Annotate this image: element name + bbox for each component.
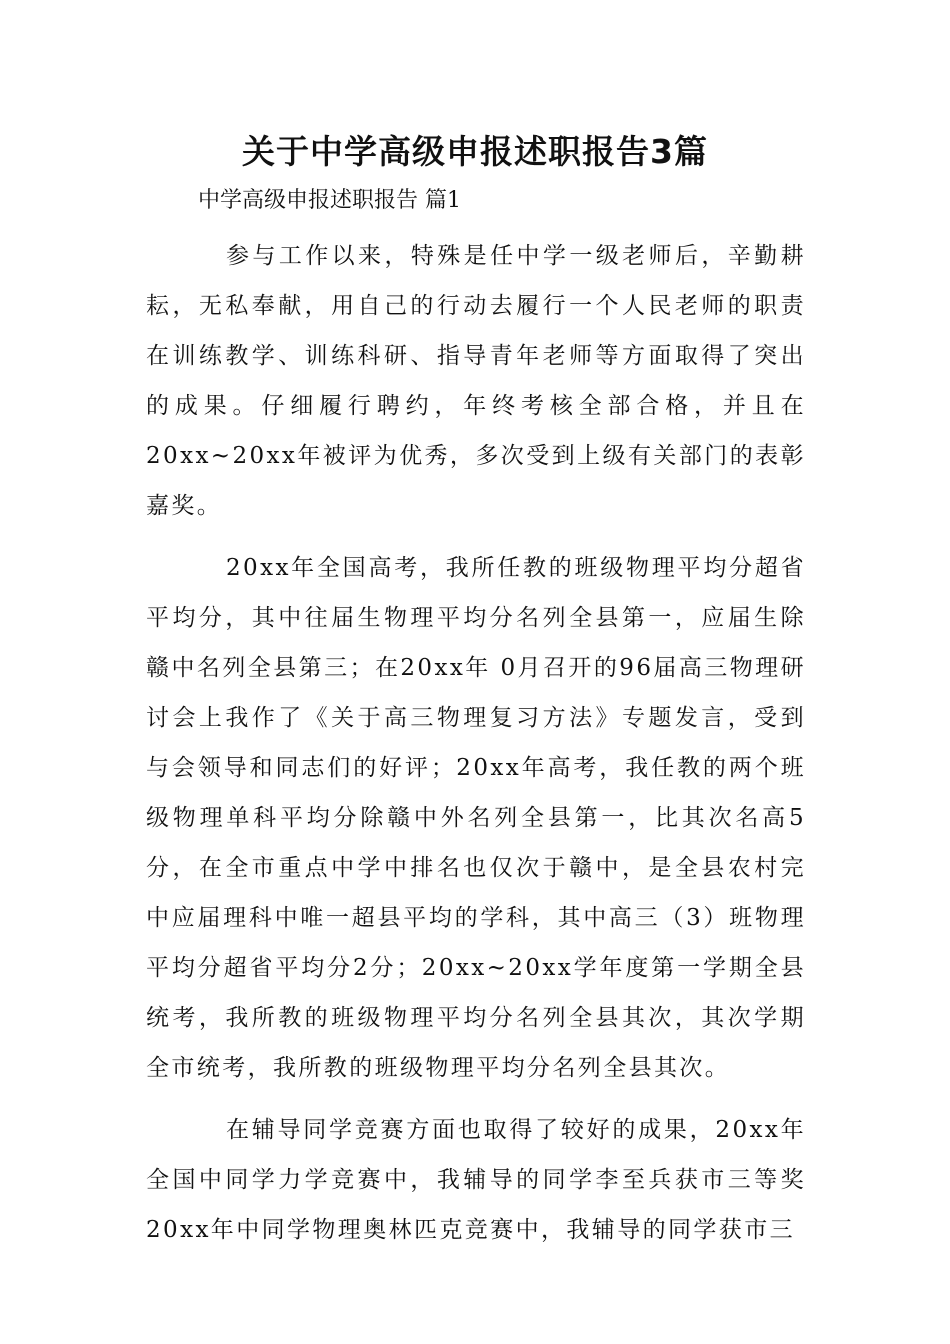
paragraph: 参与工作以来，特殊是任中学一级老师后，辛勤耕耘，无私奉献，用自己的行动去履行一个人民老师的职责在训练教学、训练科研、指导青年老师等方面取得了突出的成果。仔细履行聘约，年终考核全部合格，并且在20xx~20xx年被评为优秀，多次受到上级有关部门的表彰嘉奖。 <box>146 243 806 519</box>
paragraph: 20xx年全国高考，我所任教的班级物理平均分超省平均分，其中往届生物理平均分名列全县第一，应届生除赣中名列全县第三；在20xx年 0月召开的96届高三物理研讨会上我作了《关于高三物理复习方法》专题发言，受到与会领导和同志们的好评；20xx年高考，我任教的两个班级物理单科平均分除赣中外名列全县第一，比其次名高5分，在全市重点中学中排名也仅次于赣中，是全县农村完中应届理科中唯一超县平均的学科，其中高三（3）班物理平均分超省平均分2分；20xx~20xx学年度第一学期全县统考，我所教的班级物理平均分名列全县其次，其次学期全市统考，我所教的班级物理平均分名列全县其次。 <box>146 555 806 1081</box>
paragraph: 在辅导同学竞赛方面也取得了较好的成果，20xx年全国中同学力学竞赛中，我辅导的同学李至兵获市三等奖20xx年中同学物理奥林匹克竞赛中，我辅导的同学获市三 <box>146 1117 806 1243</box>
section-heading: 中学高级申报述职报告 篇1 <box>198 188 461 213</box>
document-title: 关于中学高级申报述职报告3篇 <box>242 132 708 171</box>
document-body <box>146 231 806 1255</box>
